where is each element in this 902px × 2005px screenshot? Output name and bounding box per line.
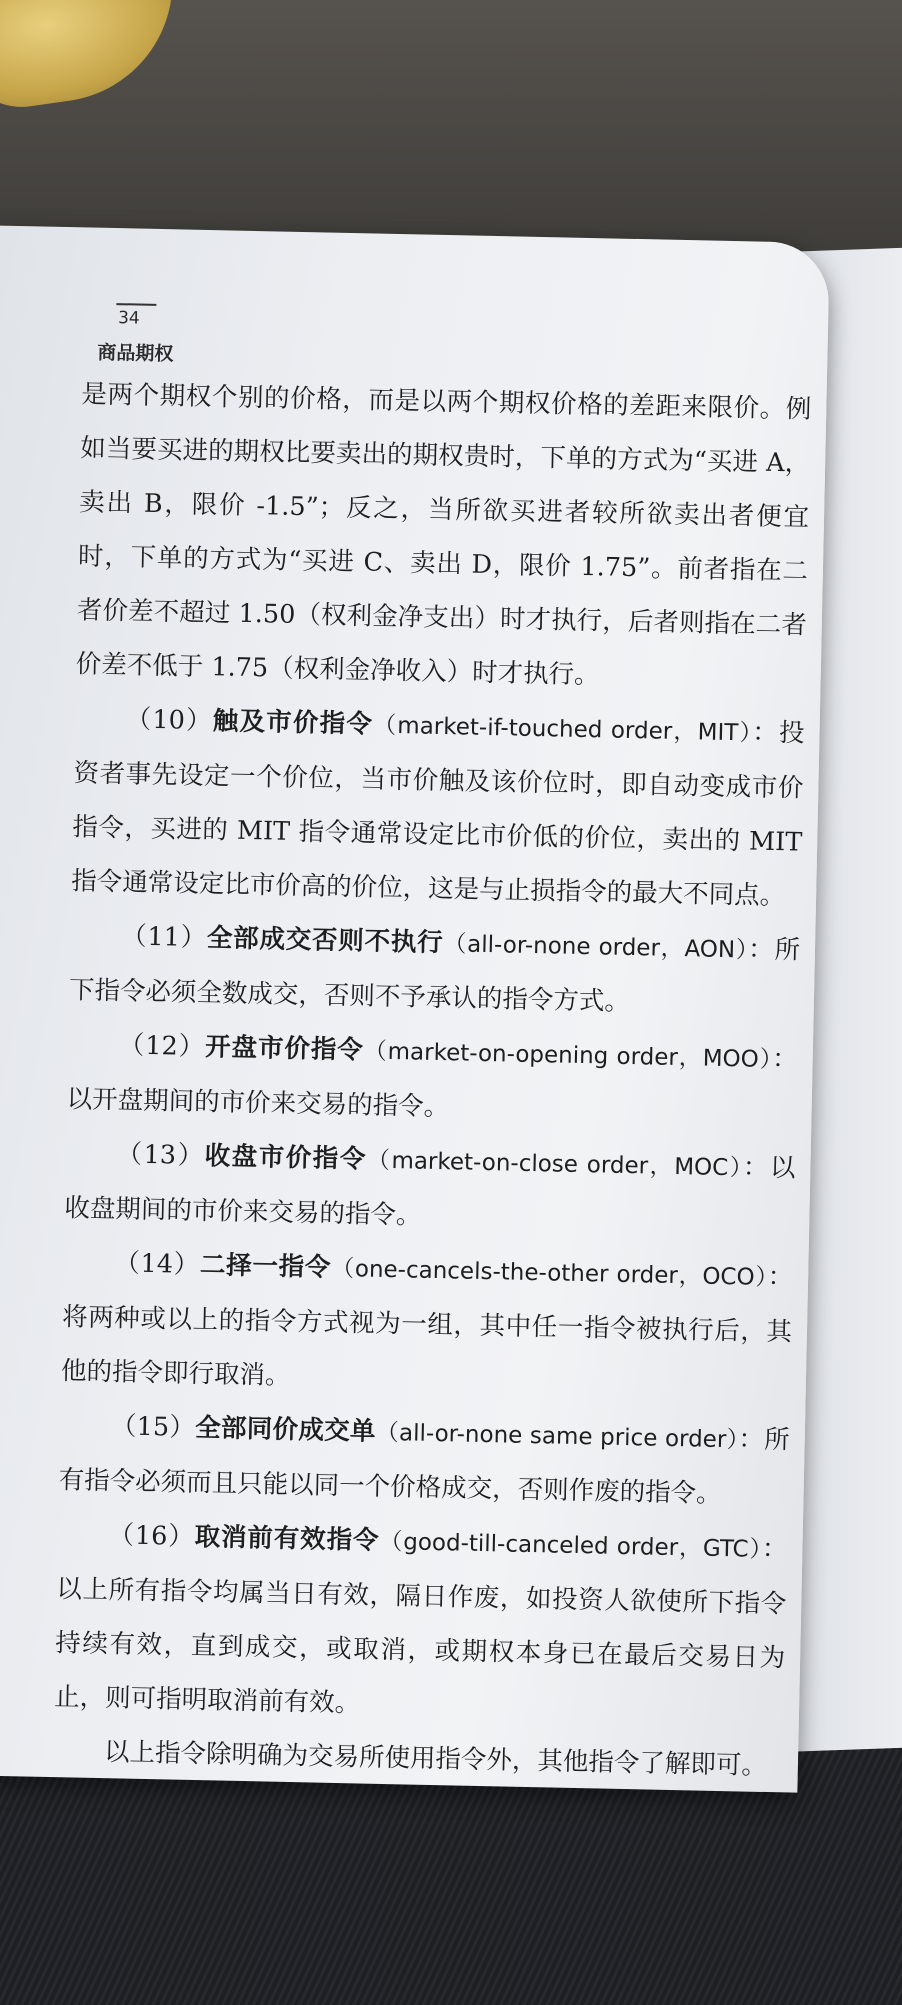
item-number: （11）	[120, 921, 208, 954]
item-number: （14）	[113, 1248, 201, 1281]
item-description: ：将两种或以上的指令方式视为一组，其中任一指令被执行后，其他的指令即行取消。	[60, 1261, 794, 1391]
item-number: （15）	[110, 1411, 196, 1443]
page-number: 34	[117, 308, 140, 329]
header-rule	[116, 303, 156, 306]
item-number: （10）	[125, 704, 214, 737]
item-english-term: （market-on-opening order，MOO）	[363, 1038, 773, 1073]
item-english-term: （good-till-canceled order，GTC）	[379, 1528, 763, 1563]
item-number: （16）	[108, 1520, 196, 1552]
item-10	[71, 691, 805, 923]
item-description: ：所有指令必须而且只能以同一个价格成交，否则作废的指令。	[58, 1424, 791, 1510]
item-english-term: （market-if-touched order，MIT）	[372, 712, 753, 747]
item-description: ：所下指令必须全数成交，否则不予承认的指令方式。	[68, 934, 801, 1017]
item-11	[68, 908, 800, 1032]
item-16	[54, 1507, 788, 1739]
item-number: （12）	[118, 1030, 206, 1063]
item-term: 全部成交否则不执行	[206, 923, 444, 959]
book-page	[0, 225, 830, 1793]
item-13	[64, 1126, 796, 1250]
item-english-term: （all-or-none order，AON）	[443, 931, 749, 964]
item-description: ：以上所有指令均属当日有效，隔日作废，如投资人欲使所下指令持续有效，直到成交，或取消，或期权本身已在最后交易日为止，则可指明取消前有效。	[53, 1533, 788, 1719]
intro-paragraph: 是两个期权个别的价格，而是以两个期权价格的差距来限价。例如当要买进的期权比要卖出的期权贵时，下单的方式为“买进 A，卖出 B，限价 -1.5”；反之，当所欲买进者较所欲卖出者便宜时，下单的方式为“买进 C、卖出 D，限价 1.75”。前者指在二者价差不超过 1.50（权利金净支出）时才执行，后者则指在二者价差不低于 1.75（权利金净收入）时才执行。	[75, 379, 812, 691]
closing-paragraph: 以上指令除明确为交易所使用指令外，其他指令了解即可。	[103, 1737, 768, 1782]
body-text	[52, 367, 811, 1793]
running-header-title: 商品期权	[97, 341, 174, 366]
item-description: ：投资者事先设定一个价位，当市价触及该价位时，即自动变成市价指令，买进的 MIT 指令通常设定比市价低的价位，卖出的 MIT 指令通常设定比市价高的价位，这是与止损指令的最大不同点。	[70, 717, 805, 912]
item-english-term: （one-cancels-the-other order，OCO）	[330, 1255, 768, 1291]
item-12	[66, 1017, 798, 1141]
item-description: ：以收盘期间的市价来交易的指令。	[64, 1152, 796, 1231]
item-term: 二择一指令	[199, 1250, 332, 1283]
item-15	[58, 1398, 790, 1522]
item-description: ：以开盘期间的市价来交易的指令。	[66, 1043, 799, 1123]
item-term: 全部同价成交单	[194, 1412, 377, 1447]
item-14	[60, 1235, 793, 1413]
item-term: 取消前有效指令	[194, 1521, 380, 1556]
item-term: 收盘市价指令	[204, 1141, 368, 1175]
item-term: 开盘市价指令	[204, 1032, 365, 1066]
item-number: （13）	[116, 1139, 205, 1172]
item-english-term: （all-or-none same price order）	[375, 1419, 739, 1454]
item-english-term: （market-on-close order，MOC）	[366, 1147, 744, 1182]
item-term: 触及市价指令	[212, 706, 374, 740]
